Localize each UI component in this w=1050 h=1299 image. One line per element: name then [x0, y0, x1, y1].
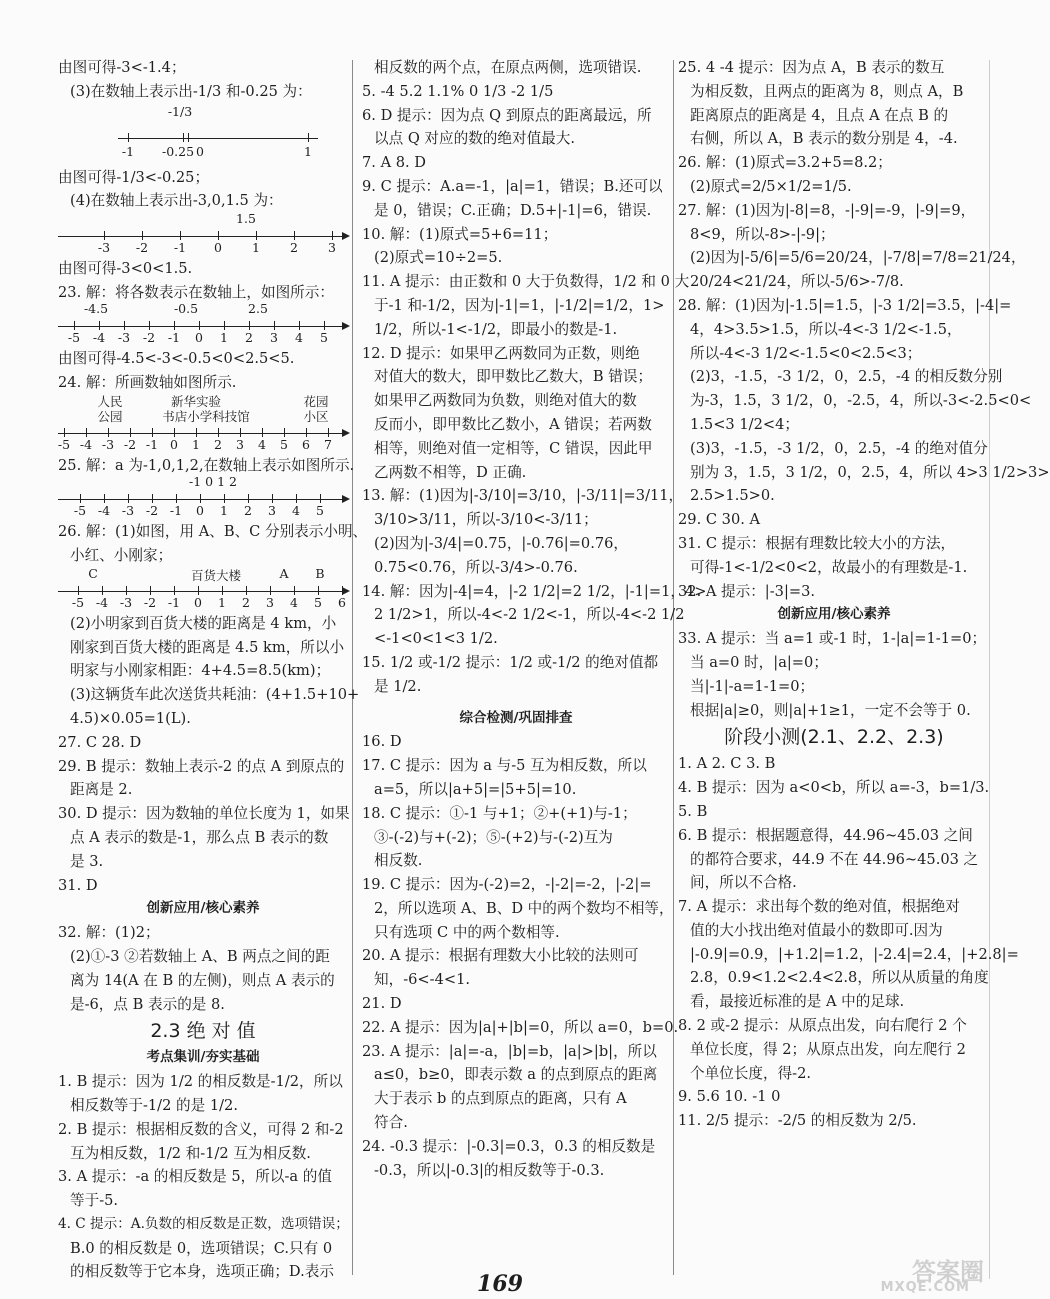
tick-label: -2 [123, 437, 137, 453]
point-label: 1.5 [236, 211, 256, 227]
text-line: 1/2，所以-1<-1/2，即最小的数是-1. [374, 320, 618, 338]
tick [249, 321, 250, 330]
tick [200, 494, 201, 503]
column-divider-1 [352, 60, 353, 1275]
tick [324, 321, 325, 330]
number-line-e-top [58, 474, 348, 490]
tick [196, 428, 197, 437]
text-line: 互为相反数，1/2 和-1/2 互为相反数. [70, 1144, 311, 1162]
number-line-c-top [58, 300, 348, 317]
text-line: 32. 解：(1)2； [58, 924, 160, 942]
tick [150, 586, 151, 595]
tick-label: 7 [324, 437, 332, 453]
text-line: 1.5<3 1/2<4； [690, 415, 799, 433]
text-line: 25. 4 -4 提示：因为点 A，B 表示的数互 [678, 59, 945, 76]
text-line: 值的大小找出绝对值最小的数即可.因为 [690, 921, 943, 939]
column-divider-2 [673, 60, 674, 1275]
tick [108, 428, 109, 437]
tick-label: 6 [302, 437, 310, 453]
text-line: 由图可得-3<-1.4； [58, 59, 186, 76]
text-line: 14. 解：因为|-4|=4，|-2 1/2|=2 1/2，|-1|=1，4> [362, 582, 707, 600]
text-line: a=5，所以|a+5|=|5+5|=10. [374, 780, 577, 798]
tick [218, 428, 219, 437]
text-line: 是 0，错误；C.正确；D.5+|-1|=6，错误. [374, 201, 652, 219]
tick-label: 4 [295, 329, 303, 345]
tick [174, 586, 175, 595]
tick [152, 428, 153, 437]
text-line: 大于表示 b 的点到原点的距离，只有 A [374, 1090, 627, 1108]
text-line: 22. A 提示：因为|a|+|b|=0，所以 a=0，b=0. [362, 1018, 679, 1036]
text-line: 反而小，即甲数比乙数小，A 错误；若两数 [374, 415, 652, 433]
tick [183, 133, 184, 142]
tick-label: 1 [220, 503, 228, 519]
tick-label: 4 [290, 594, 298, 610]
tick [299, 321, 300, 330]
text-line: (4)在数轴上表示出-3,0,1.5 为： [70, 192, 283, 210]
number-line-f [58, 582, 348, 612]
text-line: 刚家到百货大楼的距离是 4.5 km，所以小 [70, 638, 345, 656]
tick [270, 586, 271, 595]
text-line: (2)①-3 ②若数轴上 A、B 两点之间的距 [70, 947, 330, 965]
number-line-a [118, 104, 318, 166]
text-line: 如果甲乙两数同为负数，则绝对值大的数 [374, 392, 637, 410]
text-line: 17. C 提示：因为 a 与-5 互为相反数，所以 [362, 757, 647, 775]
text-line: 当|-1|-a=1-1=0； [690, 677, 815, 695]
number-line-d-labels [58, 394, 348, 424]
text-line: 31. C 提示：根据有理数比较大小的方法， [678, 534, 956, 552]
tick [188, 133, 189, 142]
text-line: -0.3，所以|-0.3|的相反数等于-0.3. [374, 1161, 605, 1179]
text-line: (2)3，-1.5，-3 1/2，0，2.5，-4 的相反数分别 [690, 368, 1003, 386]
text-line: 18. C 提示：①-1 与+1；②+(+1)与-1； [362, 804, 637, 822]
tick [130, 428, 131, 437]
tick-label: 5 [320, 329, 328, 345]
text-line: 21. D [362, 995, 402, 1013]
watermark-logo: 答案圈 [912, 1258, 984, 1286]
text-line: 8<9，所以-8>-|-9|； [690, 225, 835, 243]
text-line: 3. A 提示：-a 的相反数是 5，所以-a 的值 [58, 1168, 332, 1186]
text-line: (2)小明家到百货大楼的距离是 4 km，小 [70, 614, 337, 632]
tick-label: -4 [92, 329, 106, 345]
text-line: 6. B 提示：根据题意得，44.96~45.03 之间 [678, 826, 973, 844]
tick-label: 0 [195, 329, 203, 345]
tick [240, 428, 241, 437]
tick-label: 2 [245, 329, 253, 345]
text-line: 26. 解：(1)原式=3.2+5=8.2； [678, 154, 892, 172]
number-line-e [58, 490, 348, 520]
text-line: (3)在数轴上表示出-1/3 和-0.25 为： [70, 82, 312, 100]
text-line: 2.5>1.5>0. [690, 487, 775, 505]
tick [218, 231, 219, 240]
tick-label: 3 [236, 437, 244, 453]
tick [248, 494, 249, 503]
text-line: 知，-6<-4<1. [374, 971, 470, 989]
number-line-d [58, 424, 348, 454]
text-line: (2)因为|-5/6|=5/6=20/24，|-7/8|=7/8=21/24， [690, 249, 1026, 267]
tick [104, 231, 105, 240]
text-line: 0.75<0.76，所以-3/4>-0.76. [374, 558, 578, 576]
tick-label: -2 [143, 594, 157, 610]
axis [118, 138, 318, 139]
text-line: 相反数的两个点，在原点两侧，选项错误. [374, 59, 642, 76]
text-line: 为-3，1.5，3 1/2，0，-2.5，4，所以-3<-2.5<0< [690, 392, 1032, 410]
tick-label: 5 [280, 437, 288, 453]
text-line: 等于-5. [70, 1192, 119, 1210]
section-heading: 创新应用/核心素养 [146, 900, 260, 917]
text-line: 右侧，所以 A，B 表示的数分别是 4，-4. [690, 130, 958, 148]
place-label: 新华实验 [170, 394, 222, 410]
text-line: 对值大的数大，即甲数比乙数大，B 错误； [374, 368, 653, 386]
tick-label: 5 [314, 594, 322, 610]
tick [328, 428, 329, 437]
tick [222, 586, 223, 595]
text-line: 离为 14(A 在 B 的左侧)，则点 A 表示的 [70, 971, 335, 989]
tick [128, 494, 129, 503]
text-line: 9. C 提示：A.a=-1，|a|=1，错误；B.还可以 [362, 177, 663, 195]
text-line: 10. 解：(1)原式=5+6=11； [362, 225, 558, 243]
page-edge [989, 60, 1000, 1279]
tick [152, 494, 153, 503]
tick [318, 586, 319, 595]
tick-label: -4 [95, 594, 109, 610]
text-line: 相等，则绝对值一定相等，C 错误，因此甲 [374, 439, 653, 457]
number-line-c [58, 317, 348, 347]
text-line: (2)原式=2/5×1/2=1/5. [690, 177, 852, 195]
text-line: 11. 2/5 提示：-2/5 的相反数为 2/5. [678, 1112, 917, 1130]
point-label: C [88, 565, 98, 581]
section-title: 阶段小测(2.1、2.2、2.3) [724, 726, 944, 749]
text-line: 是 1/2. [374, 677, 422, 695]
tick [224, 494, 225, 503]
tick [174, 428, 175, 437]
tick [104, 494, 105, 503]
tick-label: -1 [167, 594, 181, 610]
tick [332, 231, 333, 240]
tick [99, 321, 100, 330]
point-label: -1 0 1 2 [189, 474, 237, 490]
tick [198, 586, 199, 595]
text-line: (3)3，-1.5，-3 1/2，0，2.5，-4 的绝对值分 [690, 439, 988, 457]
tick [256, 231, 257, 240]
text-line: 7. A 8. D [362, 154, 427, 172]
text-line: 符合. [374, 1114, 408, 1132]
text-line: 2.8，0.9<1.2<2.4<2.8，所以从质量的角度 [690, 969, 989, 987]
point-label: 2.5 [248, 300, 268, 316]
text-line: 乙两数不相等，D 正确. [374, 463, 527, 481]
tick [74, 321, 75, 330]
tick-label: 4 [292, 503, 300, 519]
text-line: 5. -4 5.2 1.1% 0 1/3 -2 1/5 [362, 82, 554, 100]
tick [142, 231, 143, 240]
text-line: 可得-1<-1/2<0<2，故最小的有理数是-1. [690, 558, 968, 576]
page-number: 169 [477, 1271, 523, 1297]
tick-label: -2 [135, 240, 149, 256]
text-line: 的相反数等于它本身，选项正确；D.表示 [70, 1263, 334, 1281]
point-label: A [279, 565, 289, 581]
text-line: 30. D 提示：因为数轴的单位长度为 1，如果 [58, 805, 350, 823]
tick-label: 2 [242, 594, 250, 610]
text-line: 5. B [678, 802, 708, 820]
tick-label: 0 [170, 437, 178, 453]
text-line: 33. A 提示：当 a=1 或-1 时，1-|a|=1-1=0； [678, 630, 987, 648]
place-label: 书店小学科技馆 [162, 409, 250, 425]
tick-label: -2 [142, 329, 156, 345]
text-line: 个单位长度，得-2. [690, 1064, 812, 1082]
tick-label: 3 [266, 594, 274, 610]
text-line: 当 a=0 时，|a|=0； [690, 653, 828, 671]
tick [149, 321, 150, 330]
text-line: 28. 解：(1)因为|-1.5|=1.5，|-3 1/2|=3.5，|-4|= [678, 296, 1012, 314]
tick-label: 3 [328, 240, 336, 256]
place-label: 小区 [303, 409, 329, 425]
watermark-url: MXQE.COM [880, 1280, 970, 1295]
text-line: 23. 解：将各数表示在数轴上，如图所示： [58, 283, 334, 301]
point-label: -0.5 [173, 300, 199, 316]
text-line: |-0.9|=0.9，|+1.2|=1.2，|-2.4|=2.4，|+2.8|= [690, 945, 1019, 963]
tick-label: -3 [97, 240, 111, 256]
tick [320, 494, 321, 503]
tick-label: -4 [79, 437, 93, 453]
text-line: 点 A 表示的数是-1，那么点 B 表示的数 [70, 828, 329, 846]
text-line: 29. B 提示：数轴上表示-2 的点 A 到原点的 [58, 757, 345, 775]
text-line: (2)原式=10÷2=5. [374, 249, 503, 267]
text-line: 距离原点的距离是 4，且点 A 在点 B 的 [690, 106, 949, 124]
tick-label: -5 [57, 437, 71, 453]
section-title: 2.3 绝 对 值 [150, 1020, 256, 1043]
tick [262, 428, 263, 437]
text-line: 的都符合要求，44.9 不在 44.96~45.03 之 [690, 850, 979, 868]
tick-label: 1 [220, 329, 228, 345]
tick-label: 1 [192, 437, 200, 453]
text-line: 27. C 28. D [58, 733, 142, 751]
text-line: 相反数等于-1/2 的是 1/2. [70, 1096, 238, 1114]
place-label: 人民 [97, 394, 123, 410]
text-line: 31. D [58, 876, 98, 894]
tick [80, 494, 81, 503]
text-line: 20/24<21/24，所以-5/6>-7/8. [690, 273, 904, 291]
text-line: 3/10>3/11，所以-3/10<-3/11； [374, 511, 598, 529]
number-line-b [58, 227, 348, 257]
tick-label: 4 [258, 437, 266, 453]
text-line: 15. 1/2 或-1/2 提示：1/2 或-1/2 的绝对值都 [362, 653, 659, 671]
tick [126, 586, 127, 595]
tick-label: -4 [97, 503, 111, 519]
text-line: 7. A 提示：求出每个数的绝对值，根据绝对 [678, 898, 960, 916]
tick [294, 231, 295, 240]
tick [246, 586, 247, 595]
text-line: 只有选项 C 中的两个数相等. [374, 923, 560, 941]
text-line: 24. -0.3 提示：|-0.3|=0.3，0.3 的相反数是 [362, 1137, 656, 1155]
tick [180, 231, 181, 240]
text-line: 1. B 提示：因为 1/2 的相反数是-1/2，所以 [58, 1073, 343, 1091]
tick [64, 428, 65, 437]
text-line: 4. C 提示：A.负数的相反数是正数，选项错误； [58, 1215, 349, 1232]
text-line: 24. 解：所画数轴如图所示. [58, 373, 237, 391]
text-line: 由图可得-4.5<-3<-0.5<0<2.5<5. [58, 349, 295, 367]
tick [224, 321, 225, 330]
tick-label: 6 [338, 594, 346, 610]
number-line-b-top [58, 213, 348, 227]
text-line: 2. B 提示：根据相反数的含义，可得 2 和-2 [58, 1120, 344, 1138]
tick-label: 1 [252, 240, 260, 256]
text-line: 根据|a|≥0，则|a|+1≥1，一定不会等于 0. [690, 701, 971, 719]
text-line: 25. 解：a 为-1,0,1,2,在数轴上表示如图所示. [58, 457, 355, 475]
tick-label: -3 [117, 329, 131, 345]
text-line: 由图可得-1/3<-0.25； [58, 168, 210, 186]
tick-label: -1 [169, 503, 183, 519]
text-line: (3)这辆货车此次送货共耗油：(4+1.5+10+ [70, 686, 360, 704]
text-line: (2)因为|-3/4|=0.75，|-0.76|=0.76， [374, 534, 629, 552]
tick-label: -0.25 [161, 143, 195, 159]
text-line: 11. A 提示：由正数和 0 大于负数得，1/2 和 0 大 [362, 273, 690, 291]
text-line: 16. D [362, 733, 402, 751]
text-line: 单位长度，得 2；从原点出发，向左爬行 2 [690, 1040, 966, 1058]
text-line: 相反数. [374, 852, 423, 870]
text-line: 看，最接近标准的是 A 中的足球. [690, 993, 905, 1011]
text-line: 27. 解：(1)因为|-8|=8，-|-9|=-9，|-9|=9， [678, 201, 976, 219]
tick-label: 1 [304, 143, 312, 159]
text-line: 4. B 提示：因为 a<0<b，所以 a=-3，b=1/3. [678, 779, 990, 797]
tick-label: -5 [67, 329, 81, 345]
tick-label: -5 [71, 594, 85, 610]
tick-label: -3 [101, 437, 115, 453]
tick-label: -1 [121, 143, 135, 159]
point-label: -1/3 [167, 103, 193, 119]
tick [124, 321, 125, 330]
text-line: ③-(-2)与+(-2)；⑤-(+2)与-(-2)互为 [374, 828, 613, 846]
tick-label: -1 [145, 437, 159, 453]
tick-label: 0 [196, 503, 204, 519]
text-line: 26. 解：(1)如图，用 A、B、C 分别表示小明、 [58, 523, 368, 541]
text-line: 2 1/2>1，所以-4<-2 1/2<-1，所以-4<-2 1/2 [374, 606, 685, 624]
point-label: -4.5 [83, 300, 109, 316]
tick-label: 0 [196, 143, 204, 159]
text-line: 所以-4<-3 1/2<-1.5<0<2.5<3； [690, 344, 922, 362]
text-line: 20. A 提示：根据有理数大小比较的法则可 [362, 947, 639, 965]
tick-label: 5 [316, 503, 324, 519]
tick-label: 2 [214, 437, 222, 453]
tick [176, 494, 177, 503]
tick [128, 133, 129, 142]
tick-label: 0 [214, 240, 222, 256]
place-label: 公园 [97, 409, 123, 425]
text-line: 32. A 提示：|-3|=3. [678, 582, 816, 600]
tick [274, 321, 275, 330]
tick-label: 3 [268, 503, 276, 519]
text-line: 小红、小刚家； [70, 546, 173, 564]
tick [102, 586, 103, 595]
tick-label: -1 [173, 240, 187, 256]
column-left [57, 56, 368, 1281]
text-line: 明家与小刚家相距：4+4.5=8.5(km)； [70, 662, 331, 680]
text-line: 13. 解：(1)因为|-3/10|=3/10，|-3/11|=3/11， [362, 487, 684, 505]
section-heading: 综合检测/巩固排查 [459, 709, 573, 726]
text-line: 9. 5.6 10. -1 0 [678, 1088, 781, 1106]
tick-label: -2 [145, 503, 159, 519]
text-line: 4，4>3.5>1.5，所以-4<-3 1/2<-1.5， [690, 320, 962, 338]
tick [272, 494, 273, 503]
text-line: 间，所以不合格. [690, 874, 797, 892]
text-line: 4.5)×0.05=1(L). [70, 709, 191, 727]
point-label: 百货大楼 [190, 567, 242, 583]
tick [342, 586, 343, 595]
section-heading: 创新应用/核心素养 [777, 606, 891, 623]
tick [296, 494, 297, 503]
place-label: 花园 [303, 394, 329, 410]
tick-label: 0 [194, 594, 202, 610]
tick [284, 428, 285, 437]
tick [78, 586, 79, 595]
text-line: 距离是 2. [70, 781, 133, 799]
text-line: 于-1 和-1/2，因为|-1|=1，|-1/2|=1/2，1> [374, 296, 665, 314]
tick-label: -1 [167, 329, 181, 345]
point-label: B [315, 565, 325, 581]
tick-label: -3 [121, 503, 135, 519]
tick-label: -3 [119, 594, 133, 610]
text-line: 别为 3，1.5，3 1/2，0，2.5，4，所以 4>3 1/2>3> [690, 463, 1050, 481]
text-line: 是 3. [70, 852, 104, 870]
text-line: 19. C 提示：因为-(-2)=2，-|-2|=-2，|-2|= [362, 876, 652, 894]
text-line: 6. D 提示：因为点 Q 到原点的距离最远，所 [362, 106, 652, 124]
tick-label: -5 [73, 503, 87, 519]
text-line: 12. D 提示：如果甲乙两数同为正数，则绝 [362, 344, 640, 362]
tick-label: 2 [244, 503, 252, 519]
tick-label: 2 [290, 240, 298, 256]
text-line: 为相反数，且两点的距离为 8，则点 A，B [690, 82, 964, 100]
text-line: a≤0，b≥0，即表示数 a 的点到原点的距离 [374, 1066, 658, 1084]
text-line: <-1<0<1<3 1/2. [374, 630, 498, 648]
text-line: 以点 Q 对应的数的绝对值最大. [374, 130, 576, 148]
tick [308, 133, 309, 142]
section-heading: 考点集训/夯实基础 [146, 1049, 260, 1066]
tick [294, 586, 295, 595]
text-line: 29. C 30. A [678, 511, 761, 529]
column-right [678, 56, 1050, 1281]
text-line: 由图可得-3<0<1.5. [58, 260, 193, 278]
text-line: 是-6，点 B 表示的是 8. [70, 995, 225, 1013]
tick [306, 428, 307, 437]
tick [199, 321, 200, 330]
text-line: 2，所以选项 A、B、D 中的两个数均不相等， [374, 899, 674, 917]
number-line-f-top [58, 565, 348, 583]
text-line: 23. A 提示：|a|=-a，|b|=b，|a|>|b|，所以 [362, 1042, 657, 1060]
text-line: B.0 的相反数是 0，选项错误；C.只有 0 [70, 1239, 333, 1257]
tick [174, 321, 175, 330]
text-line: 8. 2 或-2 提示：从原点出发，向右爬行 2 个 [678, 1017, 967, 1035]
tick-label: 3 [270, 329, 278, 345]
text-line: 1. A 2. C 3. B [678, 755, 776, 773]
tick [86, 428, 87, 437]
tick-label: 1 [218, 594, 226, 610]
